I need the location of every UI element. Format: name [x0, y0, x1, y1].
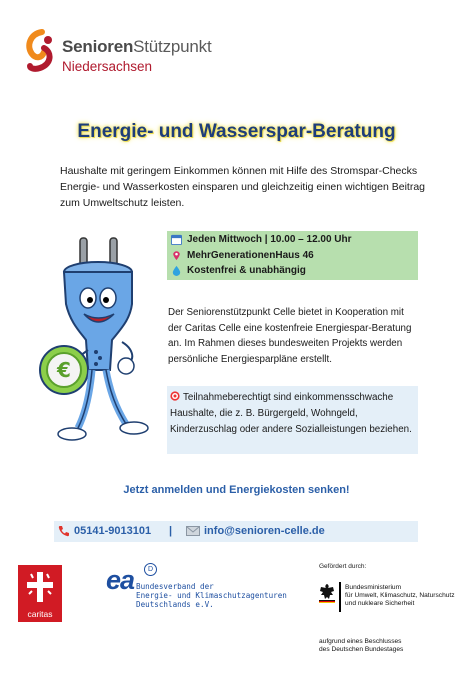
schedule-info-box	[167, 231, 418, 280]
eligibility-text: Teilnahmeberechtigt sind einkommensschwache Haushalte, die z. B. Bürgergeld, Wohngeld, Kinderzuschlag oder andere Sozialleistungen beziehen.	[170, 392, 412, 435]
contact-separator: |	[169, 525, 173, 537]
resolution-line-2: des Deutschen Bundestages	[319, 646, 404, 653]
ea-d-mark: D	[144, 563, 157, 576]
info-location-row	[171, 250, 314, 261]
svg-text:€: €	[57, 358, 71, 382]
phone-number: 05141-9013101	[74, 525, 152, 537]
eligibility-box	[167, 386, 418, 454]
phone-icon	[58, 525, 70, 537]
ea-logo	[106, 565, 306, 615]
ministry-funding-logo	[315, 560, 465, 653]
federal-eagle-icon	[319, 583, 335, 603]
mail-icon	[186, 526, 200, 536]
ea-letters: ea	[106, 565, 135, 595]
ea-line-1: Bundesverband der	[136, 582, 214, 591]
eligibility-text-wrap	[170, 390, 416, 438]
ministry-line-1: Bundesministerium	[345, 584, 402, 591]
caritas-flame-cross-icon	[25, 570, 55, 604]
info-cost-row	[171, 265, 306, 276]
bundestag-resolution	[319, 638, 403, 654]
page-title: Energie- und Wasserspar-Beratung	[77, 121, 396, 142]
ministry-divider	[339, 582, 341, 612]
contact-email[interactable]	[186, 525, 325, 537]
brand-region: Niedersachsen	[62, 59, 153, 74]
ministry-line-3: und nukleare Sicherheit	[345, 600, 415, 607]
info-time: Jeden Mittwoch | 10.00 – 12.00 Uhr	[187, 234, 352, 245]
resolution-line-1: aufgrund eines Beschlusses	[319, 638, 402, 645]
caritas-word: caritas	[27, 609, 53, 619]
funded-by-label: Gefördert durch:	[319, 563, 367, 570]
ea-name	[136, 582, 287, 609]
cooperation-text: Der Seniorenstützpunkt Celle bietet in Kooperation mit der Caritas Celle eine kostenfreie Energiespar-Beratung an. Im Rahmen dieses bundesweiten Projekts werden persönliche Energiesparpläne erstellt.	[168, 307, 412, 365]
contact-bar	[54, 521, 418, 542]
contact-phone[interactable]	[58, 525, 151, 537]
ea-line-2: Energie- und Klimaschutzagenturen	[136, 591, 287, 600]
calendar-icon	[171, 234, 182, 245]
target-icon	[170, 391, 180, 401]
call-to-action: Jetzt anmelden und Energiekosten senken!	[123, 484, 350, 496]
intro-text: Haushalte mit geringem Einkommen können mit Hilfe des Stromspar-Checks Energie- und Wasserkosten einsparen und gleichzeitig einen wichtigen Beitrag zum Umweltschutz leisten.	[60, 165, 425, 209]
ministry-name	[345, 584, 455, 608]
brand-name: SeniorenStützpunkt	[62, 37, 212, 56]
location-pin-icon	[171, 250, 182, 261]
plug-mascot-illustration	[36, 232, 166, 462]
email-address: info@senioren-celle.de	[204, 525, 325, 537]
seniorenstuetzpunkt-logo	[22, 26, 222, 76]
info-cost: Kostenfrei & unabhängig	[187, 265, 306, 276]
logo-mark-icon	[22, 28, 60, 72]
caritas-logo	[18, 565, 62, 622]
info-time-row	[171, 234, 352, 245]
water-drop-icon	[171, 265, 182, 276]
info-location: MehrGenerationenHaus 46	[187, 250, 314, 261]
ministry-line-2: für Umwelt, Klimaschutz, Naturschutz	[345, 592, 455, 599]
ea-line-3: Deutschlands e.V.	[136, 600, 214, 609]
